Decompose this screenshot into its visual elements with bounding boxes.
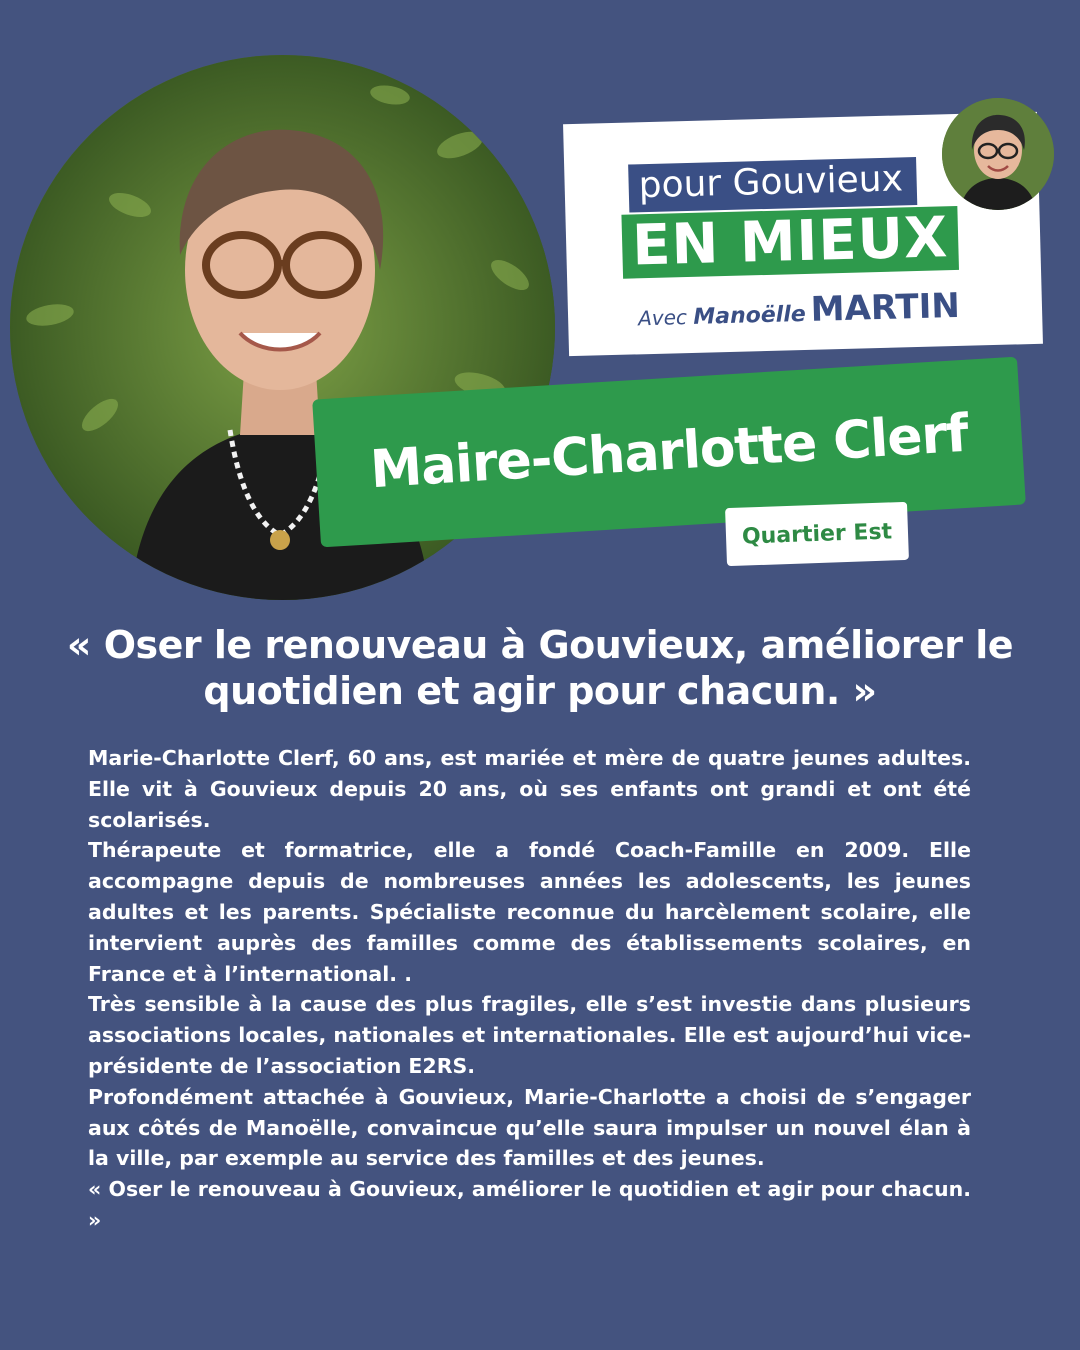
bio-closing-quote: « Oser le renouveau à Gouvieux, améliorer le quotidien et agir pour chacun. » (88, 1177, 971, 1232)
logo-candidate-first-name: Manoëlle (693, 301, 807, 330)
avatar-illustration (942, 98, 1054, 210)
bio-paragraph: Profondément attachée à Gouvieux, Marie-Charlotte a choisi de s’engager aux côtés de Manoëlle, convaincue qu’elle saura impulser un nouvel élan à la ville, par exemple au service des familles et des jeunes. (88, 1084, 971, 1171)
logo-slogan-top: pour Gouvieux (628, 157, 917, 212)
bio-paragraph: Très sensible à la cause des plus fragiles, elle s’est investie dans plusieurs associations locales, nationales et internationales. Elle est aujourd’hui vice-présidente de l’association E2RS. (88, 992, 971, 1078)
bio-paragraph: Marie-Charlotte Clerf, 60 ans, est mariée et mère de quatre jeunes adultes. Elle vit à Gouvieux depuis 20 ans, où ses enfants ont grandi et ont été scolarisés. (88, 746, 971, 832)
logo-candidate-line (638, 286, 961, 334)
quote-heading: « Oser le renouveau à Gouvieux, améliorer le quotidien et agir pour chacun. » (66, 623, 1014, 714)
candidate-biography (88, 743, 971, 1236)
logo-candidate-last-name: MARTIN (810, 285, 961, 330)
logo-avec: Avec (637, 304, 694, 331)
logo-slogan-main: EN MIEUX (621, 206, 959, 279)
candidate-avatar (942, 98, 1054, 210)
candidate-name: Maire-Charlotte Clerf (368, 403, 970, 501)
bio-paragraph: Thérapeute et formatrice, elle a fondé Coach-Famille en 2009. Elle accompagne depuis de nombreuses années les adolescents, les jeunes adultes et les parents. Spécialiste reconnue du harcèlement scolaire, elle intervient auprès des familles comme des établissements scolaires, en France et à l’international. . (88, 838, 971, 986)
district-badge: Quartier Est (725, 502, 909, 566)
